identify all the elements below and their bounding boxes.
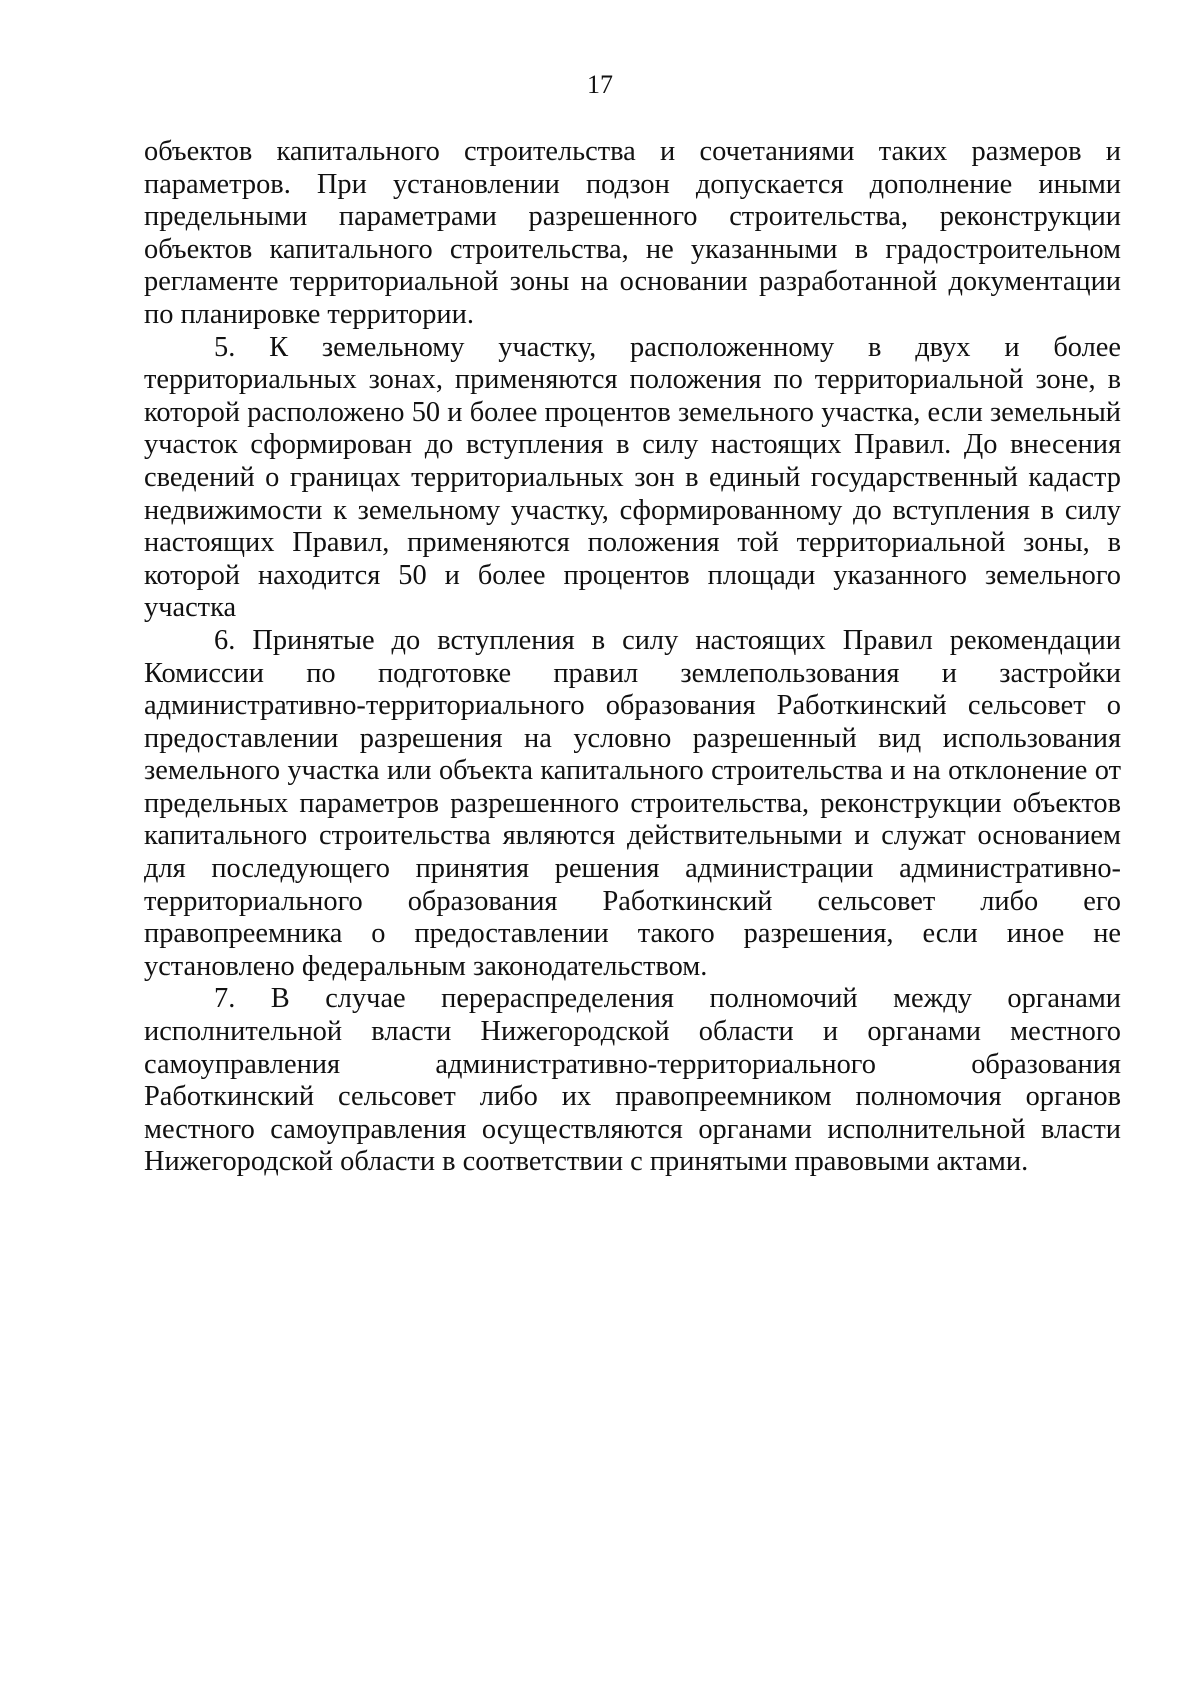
paragraph-item-7: 7. В случае перераспределения полномочий между органами исполнительной власти Нижегородской области и органами местного самоуправления административно-территориального образования Работкинский сельсовет либо их правопреемником полномочия органов местного самоуправления осуществляются органами исполнительной власти Нижегородской области в соответствии с принятыми правовыми актами. — [144, 983, 1121, 1178]
paragraph-item-6: 6. Принятые до вступления в силу настоящих Правил рекомендации Комиссии по подготовке правил землепользования и застройки административно-территориального образования Работкинский сельсовет о предоставлении разрешения на условно разрешенный вид использования земельного участка или объекта капитального строительства и на отклонение от предельных параметров разрешенного строительства, реконструкции объектов капитального строительства являются действительными и служат основанием для последующего принятия решения администрации административно-территориального образования Работкинский сельсовет либо его правопреемника о предоставлении такого разрешения, если иное не установлено федеральным законодательством. — [144, 624, 1121, 982]
document-body — [144, 136, 1121, 1179]
paragraph-item-5: 5. К земельному участку, расположенному в двух и более территориальных зонах, применяются положения по территориальной зоне, в которой расположено 50 и более процентов земельного участка, если земельный участок сформирован до вступления в силу настоящих Правил. До внесения сведений о границах территориальных зон в единый государственный кадастр недвижимости к земельному участку, сформированному до вступления в силу настоящих Правил, применяются положения той территориальной зоны, в которой находится 50 и более процентов площади указанного земельного участка — [144, 331, 1121, 624]
page-number: 17 — [587, 70, 613, 99]
paragraph-continuation: объектов капитального строительства и сочетаниями таких размеров и параметров. При установлении подзон допускается дополнение иными предельными параметрами разрешенного строительства, реконструкции объектов капитального строительства, не указанными в градостроительном регламенте территориальной зоны на основании разработанной документации по планировке территории. — [144, 136, 1121, 330]
